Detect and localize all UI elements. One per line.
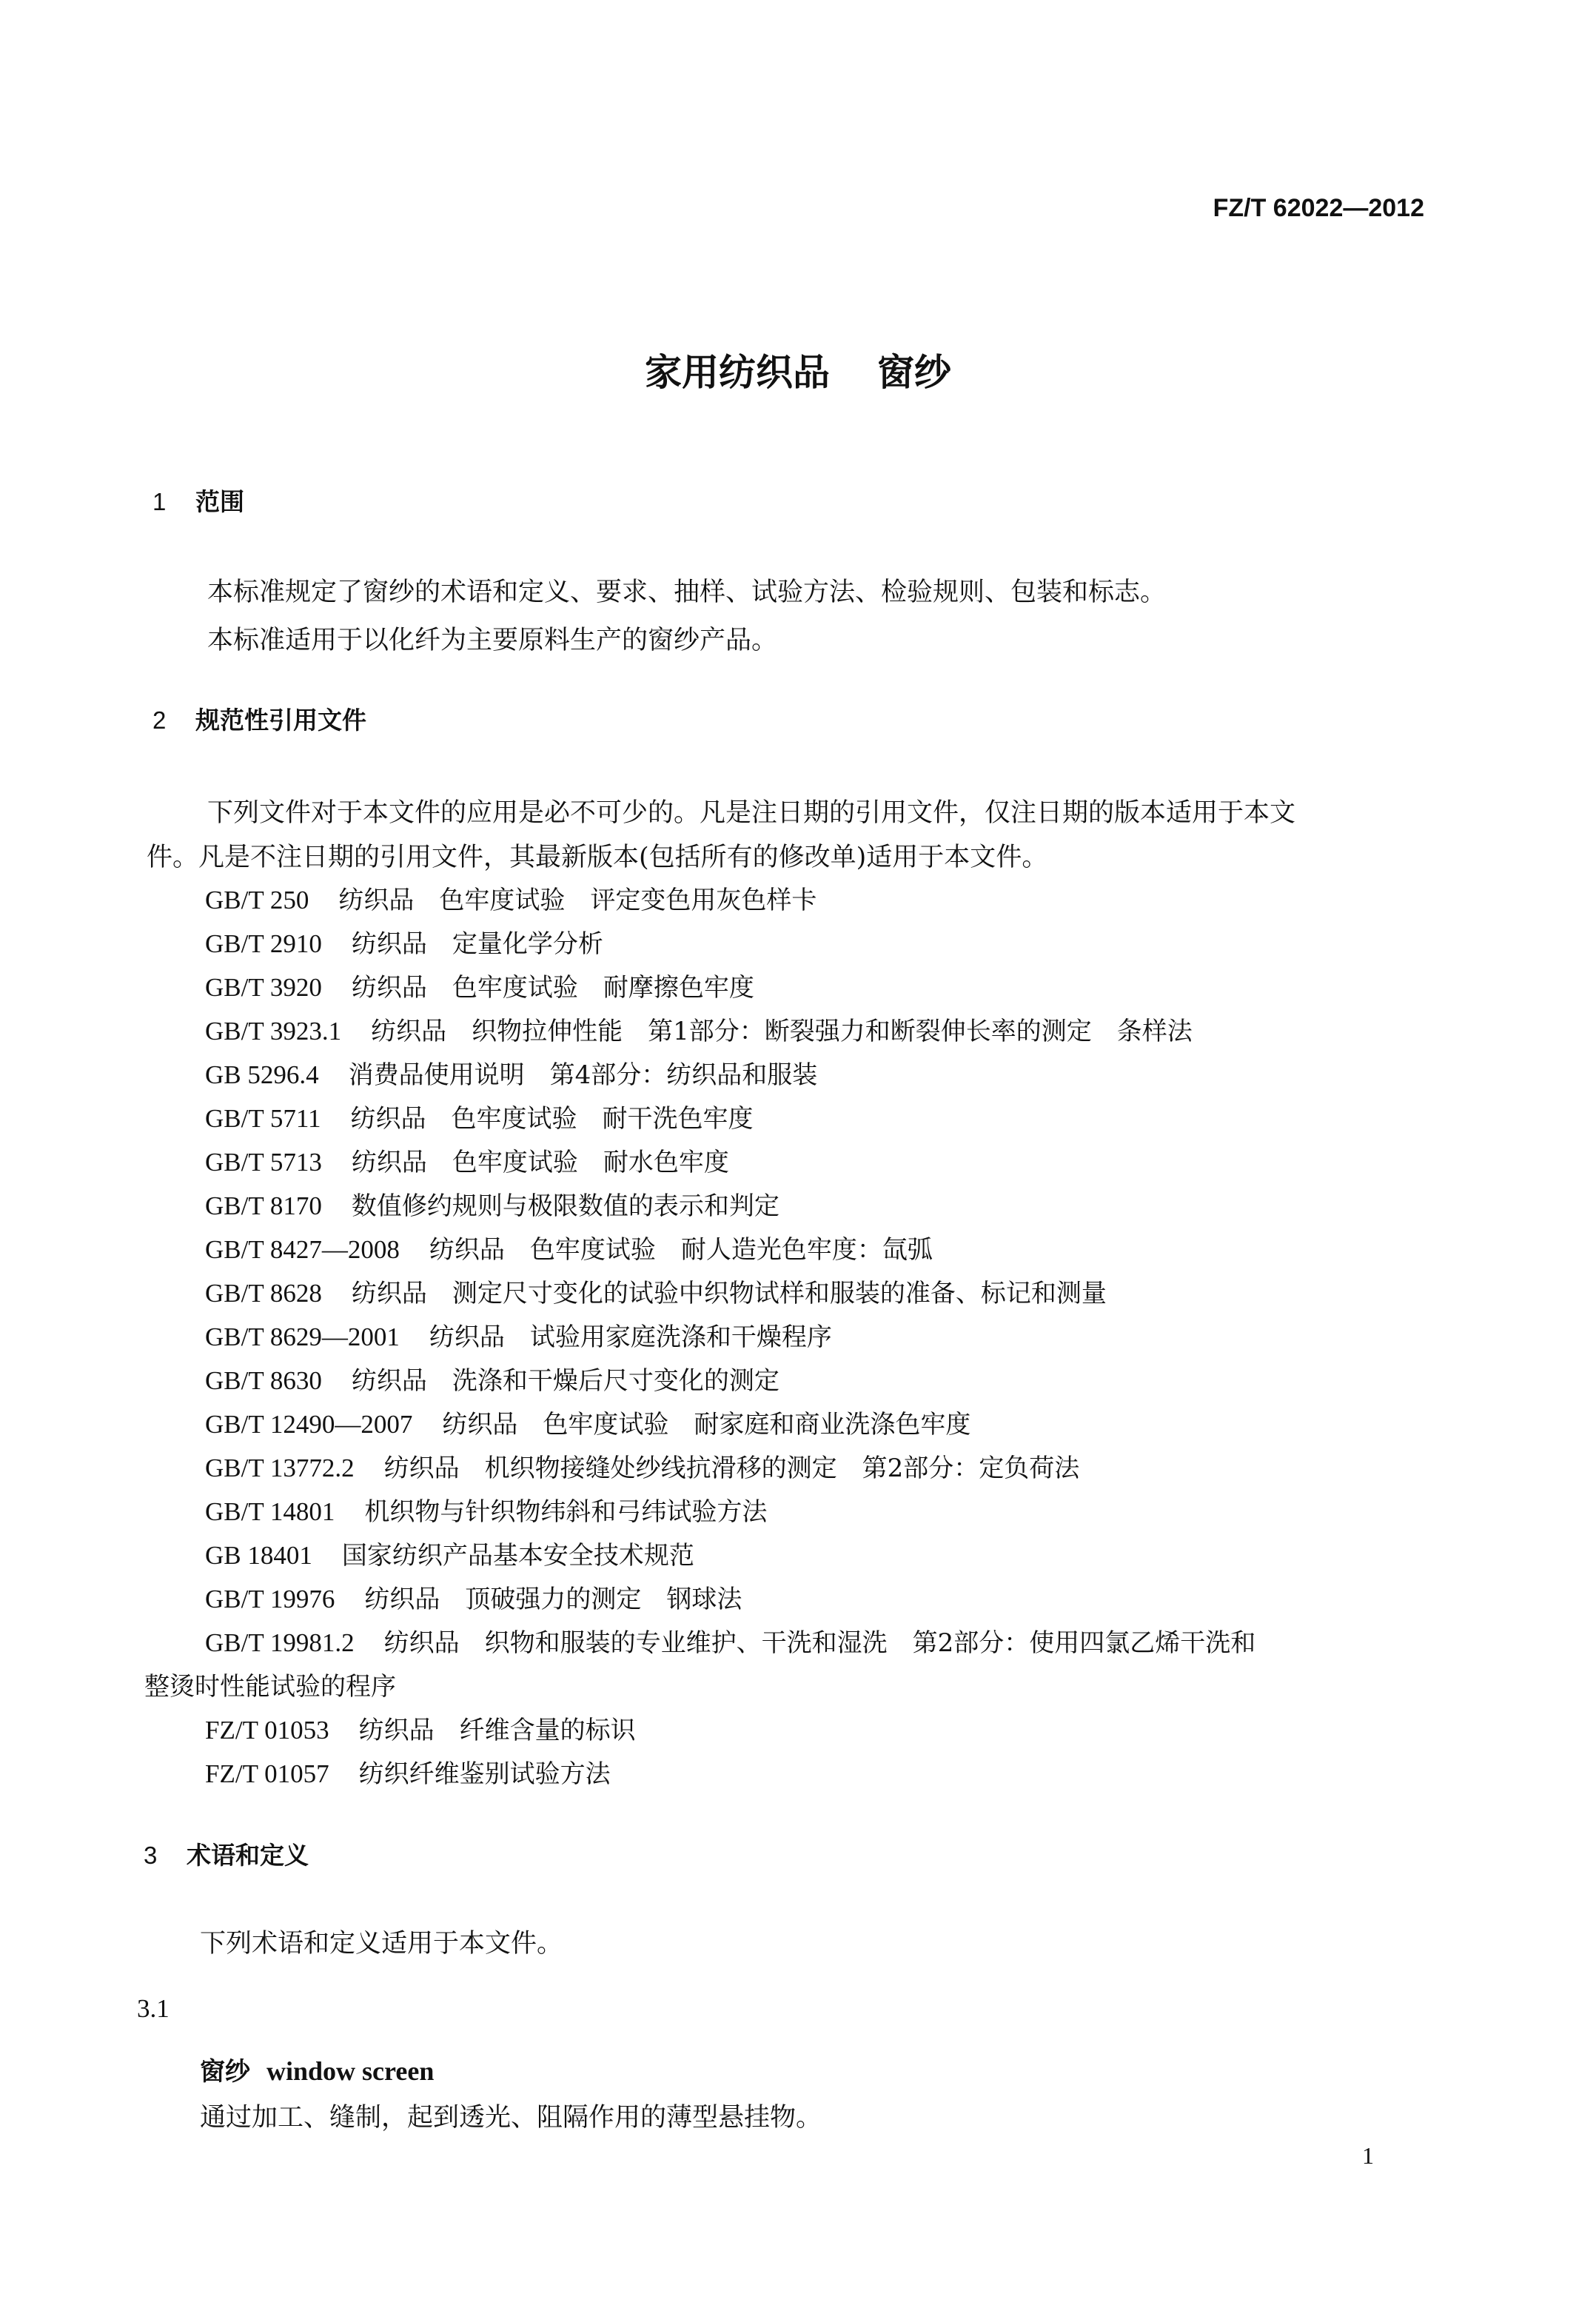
reference-item	[205, 1317, 832, 1353]
reference-code: GB/T 5713	[205, 1148, 322, 1177]
reference-code: GB/T 19981.2	[205, 1628, 355, 1657]
reference-item	[205, 1098, 754, 1134]
reference-item	[205, 1448, 1079, 1484]
reference-code: GB/T 3923.1	[205, 1017, 342, 1046]
reference-item	[205, 923, 603, 960]
reference-title: 纺织品 织物和服装的专业维护、干洗和湿洗 第2部分：使用四氯乙烯干洗和	[383, 1628, 1256, 1658]
reference-title: 纺织品 色牢度试验 耐家庭和商业洗涤色牢度	[442, 1410, 971, 1439]
term-english: window screen	[266, 2056, 435, 2086]
references-intro-line-1: 下列文件对于本文件的应用是必不可少的。凡是注日期的引用文件，仅注日期的版本适用于本文	[207, 798, 1296, 828]
reference-code: GB/T 8630	[205, 1366, 322, 1395]
reference-code: GB/T 8628	[205, 1279, 322, 1308]
title-part-2: 窗纱	[877, 350, 951, 394]
reference-title: 数值修约规则与极限数值的表示和判定	[351, 1191, 779, 1221]
reference-code: GB/T 13772.2	[205, 1454, 355, 1482]
reference-code: GB/T 14801	[205, 1497, 335, 1526]
reference-title: 纺织品 顶破强力的测定 钢球法	[364, 1585, 742, 1614]
reference-item	[205, 1360, 779, 1397]
reference-item	[205, 1142, 729, 1178]
reference-code: GB/T 2910	[205, 929, 322, 958]
reference-code: GB/T 19976	[205, 1585, 335, 1613]
page-number: 1	[1362, 2142, 1374, 2169]
scope-paragraph-1: 本标准规定了窗纱的术语和定义、要求、抽样、试验方法、检验规则、包装和标志。	[207, 578, 1167, 607]
section-number: 2	[152, 706, 167, 734]
document-title	[0, 343, 1596, 396]
reference-item	[205, 1229, 933, 1265]
scope-paragraph-2: 本标准适用于以化纤为主要原料生产的窗纱产品。	[207, 626, 778, 655]
reference-title: 机织物与针织物纬斜和弓纬试验方法	[364, 1497, 768, 1527]
reference-title: 消费品使用说明 第4部分：纺织品和服装	[348, 1060, 818, 1090]
reference-title: 纺织品 试验用家庭洗涤和干燥程序	[429, 1322, 832, 1352]
reference-item	[205, 1404, 970, 1440]
section-1-heading	[152, 483, 244, 518]
reference-item	[205, 1579, 742, 1615]
reference-code: GB/T 8170	[205, 1191, 322, 1220]
section-number: 1	[152, 488, 167, 515]
reference-item	[205, 1622, 1255, 1659]
reference-code: GB/T 8427—2008	[205, 1235, 400, 1264]
reference-code: GB/T 8629—2001	[205, 1322, 400, 1351]
term-definition: 通过加工、缝制，起到透光、阻隔作用的薄型悬挂物。	[200, 2103, 822, 2133]
reference-title: 纺织品 色牢度试验 耐干洗色牢度	[350, 1104, 754, 1134]
reference-item	[205, 1535, 694, 1571]
reference-title: 纺织品 色牢度试验 耐水色牢度	[351, 1148, 729, 1177]
title-part-1: 家用纺织品	[645, 350, 830, 394]
section-3-heading	[144, 1836, 309, 1871]
reference-item	[205, 1753, 611, 1790]
section-number: 3	[144, 1842, 158, 1869]
reference-item	[205, 967, 754, 1003]
section-2-heading	[152, 701, 366, 736]
reference-item	[205, 1491, 767, 1528]
reference-title: 纺织品 定量化学分析	[351, 929, 603, 959]
reference-item	[205, 1011, 1193, 1047]
reference-title: 纺织品 色牢度试验 耐摩擦色牢度	[351, 973, 754, 1003]
reference-code: GB 18401	[205, 1541, 312, 1570]
reference-item	[205, 1710, 636, 1746]
references-intro-line-2: 件。凡是不注日期的引用文件，其最新版本(包括所有的修改单)适用于本文件。	[147, 843, 1048, 872]
reference-title: 纺织品 色牢度试验 耐人造光色牢度：氙弧	[429, 1235, 933, 1265]
reference-code: FZ/T 01053	[205, 1716, 329, 1745]
reference-item	[205, 1054, 817, 1091]
standard-code: FZ/T 62022—2012	[1213, 194, 1424, 222]
reference-item	[205, 1185, 779, 1222]
reference-code: GB/T 5711	[205, 1104, 321, 1133]
reference-code: FZ/T 01057	[205, 1759, 329, 1788]
reference-code: GB/T 3920	[205, 973, 322, 1002]
subsection-number: 3.1	[137, 1994, 170, 2023]
reference-title: 纺织品 色牢度试验 评定变色用灰色样卡	[338, 886, 817, 915]
reference-title: 纺织品 机织物接缝处纱线抗滑移的测定 第2部分：定负荷法	[383, 1454, 1080, 1483]
reference-title: 国家纺织产品基本安全技术规范	[341, 1541, 694, 1571]
reference-title: 纺织品 纤维含量的标识	[358, 1716, 636, 1745]
terms-intro: 下列术语和定义适用于本文件。	[200, 1929, 563, 1959]
section-title: 范围	[195, 487, 244, 516]
reference-title: 纺织品 测定尺寸变化的试验中织物试样和服装的准备、标记和测量	[351, 1279, 1107, 1308]
reference-title: 纺织品 织物拉伸性能 第1部分：断裂强力和断裂伸长率的测定 条样法	[371, 1017, 1193, 1046]
section-title: 术语和定义	[187, 1841, 309, 1870]
reference-item	[205, 1273, 1107, 1309]
reference-code: GB/T 12490—2007	[205, 1410, 413, 1439]
reference-title: 纺织纤维鉴别试验方法	[358, 1759, 611, 1789]
term-chinese: 窗纱	[200, 2057, 250, 2087]
term-entry	[200, 2051, 434, 2087]
reference-code: GB/T 250	[205, 886, 309, 914]
section-title: 规范性引用文件	[195, 706, 366, 735]
reference-code: GB 5296.4	[205, 1060, 319, 1089]
reference-item	[205, 880, 817, 916]
reference-title: 纺织品 洗涤和干燥后尺寸变化的测定	[351, 1366, 779, 1396]
reference-continuation: 整烫时性能试验的程序	[144, 1672, 396, 1702]
